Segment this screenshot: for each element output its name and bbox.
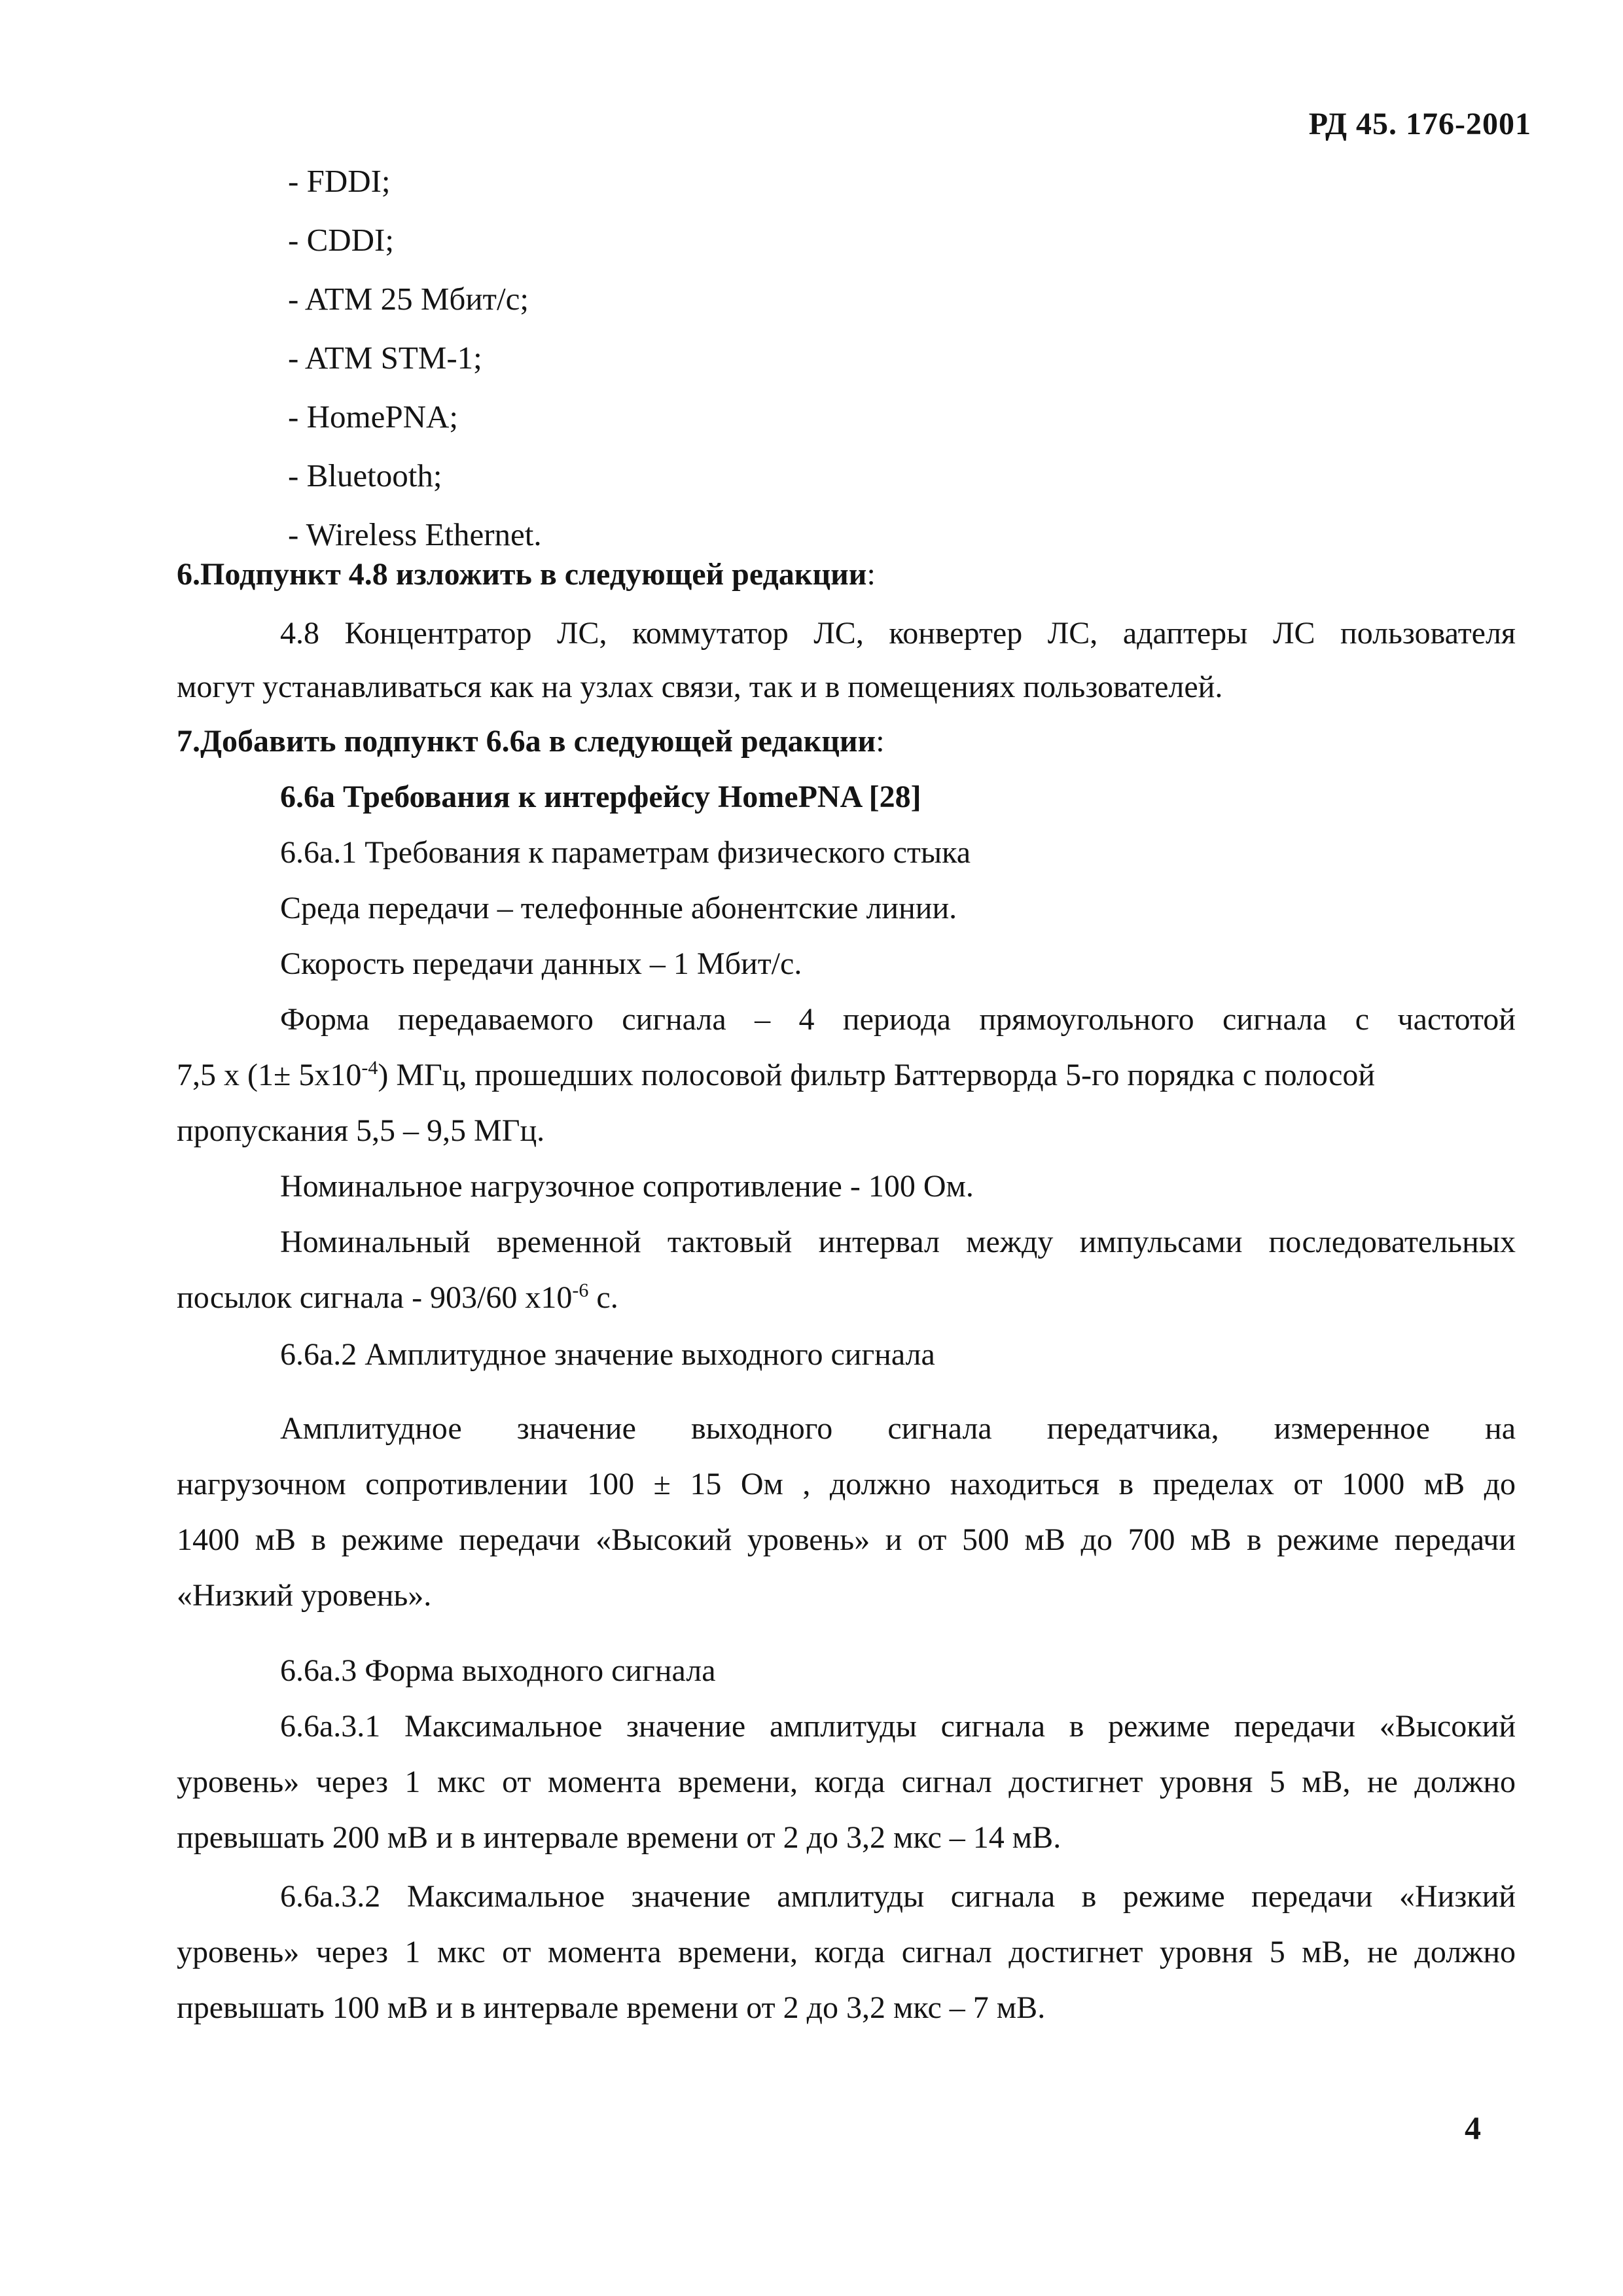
amplitude-line1: Амплитудное значение выходного сигнала передатчика, измеренное на [280,1411,1516,1446]
interval-line2 [177,1280,618,1316]
paragraph-6631-line2: уровень» через 1 мкс от момента времени, когда сигнал достигнет уровня 5 мВ, не должно [177,1765,1516,1799]
paragraph-6631-line3: превышать 200 мВ и в интервале времени от 2 до 3,2 мкс – 14 мВ. [177,1820,1061,1855]
data-rate: Скорость передачи данных – 1 Мбит/с. [280,946,802,981]
waveform-line2-start: 7,5 x (1± 5x10 [177,1058,362,1092]
subsection-66a2-title: 6.6а.2 Амплитудное значение выходного сигнала [280,1337,935,1372]
nominal-impedance: Номинальное нагрузочное сопротивление - 100 Ом. [280,1169,974,1204]
waveform-line1: Форма передаваемого сигнала – 4 периода прямоугольного сигнала с частотой [280,1002,1516,1037]
amplitude-line2: нагрузочном сопротивлении 100 ± 15 Ом , должно находиться в пределах от 1000 мВ до [177,1467,1516,1501]
paragraph-6632-line1: 6.6а.3.2 Максимальное значение амплитуды сигнала в режиме передачи «Низкий [280,1879,1516,1914]
item6-text-line2: могут устанавливаться как на узлах связи, так и в помещениях пользователей. [177,670,1223,704]
waveform-line2-end: ) МГц, прошедших полосовой фильтр Баттерворда 5-го порядка с полосой [378,1058,1376,1092]
paragraph-6632-line2: уровень» через 1 мкс от момента времени, когда сигнал достигнет уровня 5 мВ, не должно [177,1935,1516,1969]
item7-heading-text: 7.Добавить подпункт 6.6а в следующей редакции [177,724,876,759]
interface-list [288,152,542,564]
waveform-line3: пропускания 5,5 – 9,5 МГц. [177,1113,545,1148]
amplitude-line3: 1400 мВ в режиме передачи «Высокий уровень» и от 500 мВ до 700 мВ в режиме передачи [177,1522,1516,1557]
subsection-66a1-title: 6.6а.1 Требования к параметрам физического стыка [280,835,971,870]
list-item: - FDDI; [288,163,391,199]
interval-line1: Номинальный временной тактовый интервал между импульсами последовательных [280,1225,1516,1259]
transmission-medium: Среда передачи – телефонные абонентские линии. [280,891,957,925]
list-item: - Bluetooth; [288,457,442,493]
waveform-exponent: -4 [361,1057,378,1079]
item6-heading [177,556,876,592]
subsection-66a-title: 6.6а Требования к интерфейсу HomePNA [28] [280,780,921,814]
item6-text-line1: 4.8 Концентратор ЛС, коммутатор ЛС, конвертер ЛС, адаптеры ЛС пользователя [280,616,1516,651]
list-item: - Wireless Ethernet. [288,516,542,552]
page-number: 4 [1465,2109,1481,2146]
item6-heading-text: 6.Подпункт 4.8 изложить в следующей редакции [177,557,867,592]
list-item: - CDDI; [288,222,394,258]
subsection-66a3-title: 6.6а.3 Форма выходного сигнала [280,1653,716,1688]
list-item: - ATM STM-1; [288,340,482,376]
amplitude-line4: «Низкий уровень». [177,1578,432,1613]
paragraph-6631-line1: 6.6а.3.1 Максимальное значение амплитуды сигнала в режиме передачи «Высокий [280,1709,1516,1744]
item6-heading-colon: : [866,557,876,592]
item7-heading [177,723,885,759]
paragraph-6632-line3: превышать 100 мВ и в интервале времени от 2 до 3,2 мкс – 7 мВ. [177,1990,1046,2025]
item7-heading-colon: : [876,724,885,759]
interval-line2-start: посылок сигнала - 903/60 x10 [177,1280,573,1315]
list-item: - ATM 25 Мбит/с; [288,281,529,317]
list-item: - HomePNA; [288,399,458,435]
interval-exponent: -6 [572,1280,589,1301]
interval-line2-end: с. [588,1280,618,1315]
waveform-line2 [177,1057,1375,1093]
document-code: РД 45. 176-2001 [1308,107,1531,141]
